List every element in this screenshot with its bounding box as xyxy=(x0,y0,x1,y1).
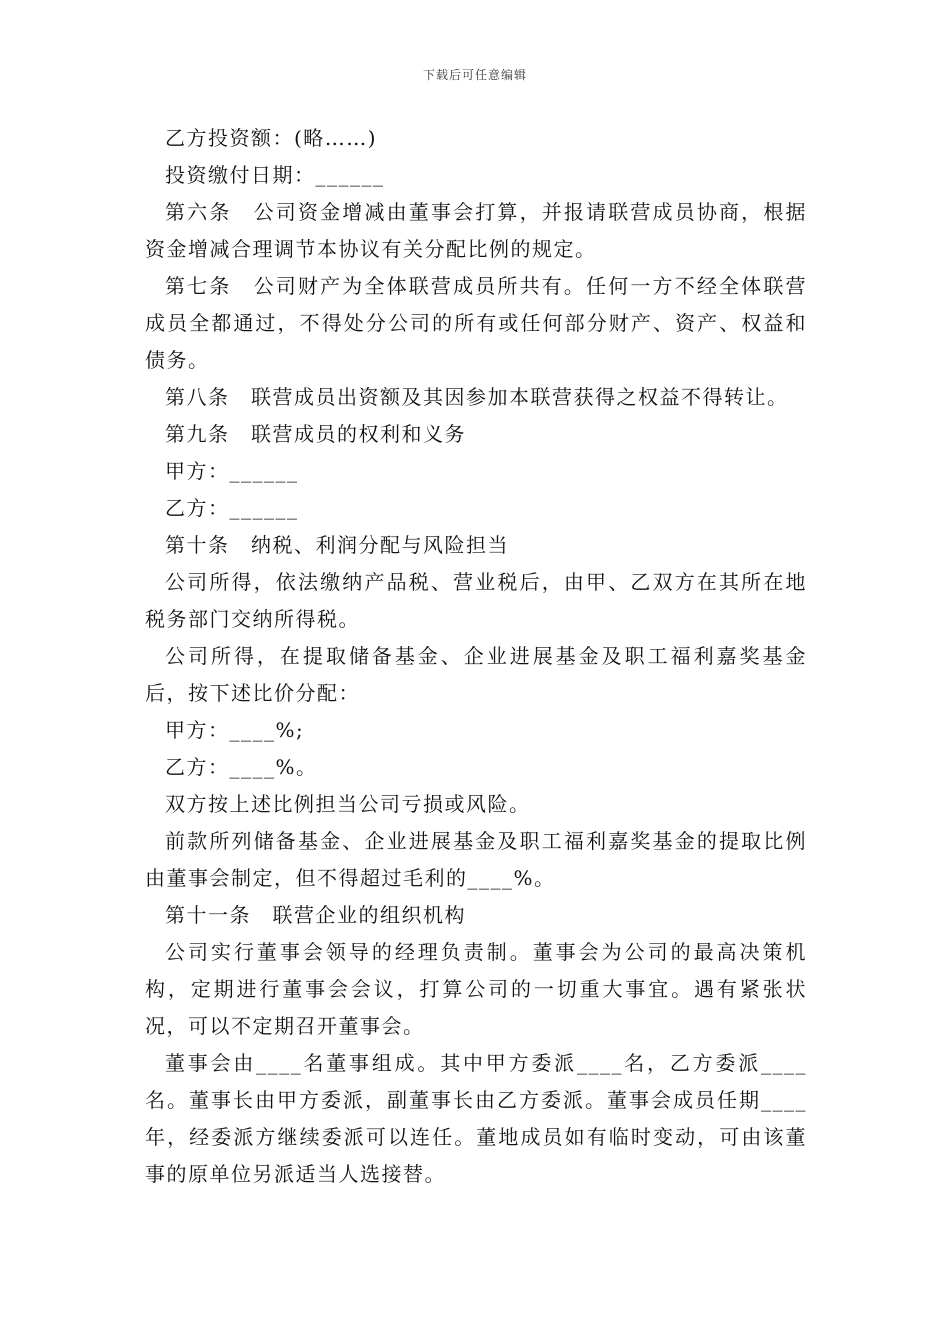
paragraph-article-8: 第八条 联营成员出资额及其因参加本联营获得之权益不得转让。 xyxy=(165,385,789,409)
paragraph-tax-payment: 公司所得，依法缴纳产品税、营业税后，由甲、乙双方在其所在地税务部门交纳所得税。 xyxy=(145,570,807,631)
paragraph-board-composition: 董事会由____名董事组成。其中甲方委派____名，乙方委派____名。董事长由甲方委派，副董事长由乙方委派。董事会成员任期____年，经委派方继续委派可以连任。董地成员如有临时变动，可由该董事的原单位另派适当人选接替。 xyxy=(145,1051,807,1186)
paragraph-investment-amount-b: 乙方投资额：(略……) xyxy=(165,126,378,150)
paragraph-party-a-share: 甲方：____%; xyxy=(165,718,305,742)
paragraph-board-system: 公司实行董事会领导的经理负责制。董事会为公司的最高决策机构，定期进行董事会会议，打算公司的一切重大事宜。遇有紧张状况，可以不定期召开董事会。 xyxy=(145,940,807,1038)
paragraph-profit-distribution: 公司所得，在提取储备基金、企业进展基金及职工福利嘉奖基金后，按下述比价分配： xyxy=(145,644,807,705)
paragraph-fund-ratio: 前款所列储备基金、企业进展基金及职工福利嘉奖基金的提取比例由董事会制定，但不得超过毛利的____%。 xyxy=(145,829,807,890)
paragraph-article-9: 第九条 联营成员的权利和义务 xyxy=(165,422,466,446)
paragraph-payment-date: 投资缴付日期：______ xyxy=(165,163,385,187)
paragraph-article-11: 第十一条 联营企业的组织机构 xyxy=(165,903,466,927)
page-header: 下载后可任意编辑 xyxy=(422,68,527,82)
paragraph-party-b-share: 乙方：____%。 xyxy=(165,755,318,779)
paragraph-article-6: 第六条 公司资金增减由董事会打算，并报请联营成员协商，根据资金增减合理调节本协议有关分配比例的规定。 xyxy=(145,200,807,261)
paragraph-article-10: 第十条 纳税、利润分配与风险担当 xyxy=(165,533,509,557)
paragraph-article-7: 第七条 公司财产为全体联营成员所共有。任何一方不经全体联营成员全都通过，不得处分公司的所有或任何部分财产、资产、权益和债务。 xyxy=(145,274,807,372)
document-body xyxy=(145,120,807,1193)
paragraph-party-a-rights: 甲方：______ xyxy=(165,459,299,483)
paragraph-party-b-rights: 乙方：______ xyxy=(165,496,299,520)
paragraph-loss-sharing: 双方按上述比例担当公司亏损或风险。 xyxy=(165,792,531,816)
